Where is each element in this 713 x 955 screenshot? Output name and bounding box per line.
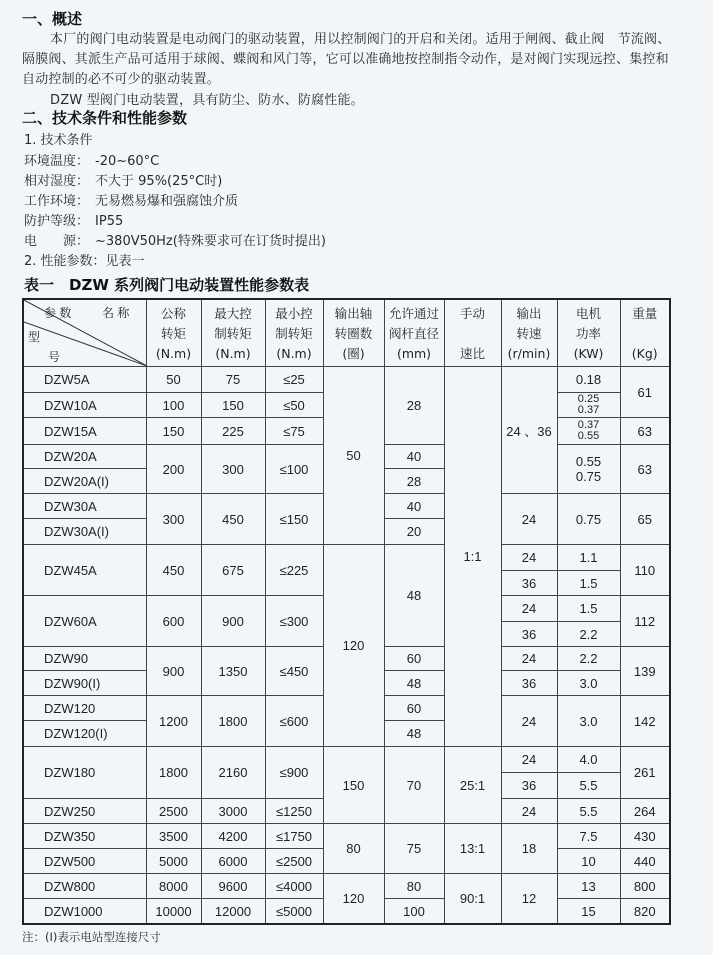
value-cell: ≤1250 (265, 799, 323, 824)
value-cell: 36 (501, 622, 557, 647)
subheading-performance: 2. 性能参数：见表一 (24, 254, 145, 269)
column-header (265, 299, 323, 367)
model-cell: DZW90(I) (23, 671, 146, 696)
value-cell: 24 (501, 799, 557, 824)
column-header (323, 299, 384, 367)
value-cell: 24 (501, 596, 557, 622)
value-cell: ≤450 (265, 647, 323, 696)
model-cell: DZW15A (23, 418, 146, 445)
value-cell: 2.2 (557, 622, 620, 647)
overview-line-2: 隔膜阀、其派生产品可适用于球阀、蝶阀和风门等，它可以准确地按控制指令动作，是对阀门实现远控、集控和 (22, 52, 669, 67)
value-line: 0.37 (577, 404, 600, 416)
value-cell: 80 (384, 874, 444, 899)
table-row (23, 545, 670, 571)
value-cell: 18 (501, 824, 557, 874)
value-cell: 9600 (201, 874, 265, 899)
value-cell: ≤25 (265, 367, 323, 393)
column-header (146, 299, 201, 367)
value-line: 0.55 (575, 454, 602, 469)
column-header-line: (r/min) (507, 346, 551, 361)
value-cell: 112 (620, 596, 670, 647)
value-cell: 1.5 (557, 596, 620, 622)
model-cell: DZW5A (23, 367, 146, 393)
value-cell: 48 (384, 721, 444, 747)
value-cell: ≤100 (265, 445, 323, 494)
value-cell: 450 (146, 545, 201, 596)
value-cell: 48 (384, 671, 444, 696)
value-cell: 2160 (201, 747, 265, 799)
value-line: 0.25 (577, 393, 600, 405)
column-header-line: (圈) (342, 346, 365, 361)
column-header-line: (mm) (396, 346, 432, 361)
model-cell: DZW250 (23, 799, 146, 824)
value-cell: 1200 (146, 696, 201, 747)
model-cell: DZW60A (23, 596, 146, 647)
spec-value: 不大于 95%(25°C时) (95, 174, 223, 189)
value-cell: 12000 (201, 899, 265, 925)
value-cell: 5000 (146, 849, 201, 874)
value-cell: 225 (201, 418, 265, 445)
value-cell: 900 (201, 596, 265, 647)
value-cell: 24 、36 (501, 367, 557, 494)
value-cell: ≤75 (265, 418, 323, 445)
value-cell: 63 (620, 445, 670, 494)
value-cell: 261 (620, 747, 670, 799)
value-cell: 440 (620, 849, 670, 874)
value-cell: 75 (201, 367, 265, 393)
column-header-line: 制转矩 (275, 326, 313, 341)
value-cell: 264 (620, 799, 670, 824)
value-cell: 5.5 (557, 799, 620, 824)
value-cell: 28 (384, 367, 444, 445)
value-cell: 100 (146, 393, 201, 418)
model-cell: DZW20A (23, 445, 146, 469)
overview-line-1: 本厂的阀门电动装置是电动阀门的驱动装置，用以控制阀门的开启和关闭。适用于闸阀、截止阀 节流阀、 (50, 32, 671, 47)
value-cell: ≤2500 (265, 849, 323, 874)
value-cell: 90:1 (444, 874, 501, 925)
value-cell: 120 (323, 545, 384, 747)
value-cell: 800 (620, 874, 670, 899)
value-cell: 150 (323, 747, 384, 824)
table-note: 注：(I)表示电站型连接尺寸 (22, 930, 161, 944)
value-cell (557, 393, 620, 418)
spec-value: 无易燃易爆和强腐蚀介质 (95, 194, 239, 209)
value-cell: 600 (146, 596, 201, 647)
column-header-line: 手动 (459, 306, 485, 321)
column-header-line: 转速 (516, 326, 542, 341)
table-row (23, 824, 670, 849)
model-cell: DZW120(I) (23, 721, 146, 747)
column-header (620, 299, 670, 367)
spec-label: 相对湿度： (24, 174, 90, 189)
value-cell: 150 (201, 393, 265, 418)
value-cell: 70 (384, 747, 444, 824)
value-cell: 300 (146, 494, 201, 545)
column-header-line: 输出轴 (334, 306, 373, 321)
spec-label: 电 源： (24, 234, 90, 249)
corner-label-params: 参 数 (44, 306, 72, 320)
model-cell: DZW800 (23, 874, 146, 899)
value-cell: 1800 (201, 696, 265, 747)
value-cell: 3500 (146, 824, 201, 849)
value-cell: 1.5 (557, 571, 620, 596)
value-cell: 48 (384, 545, 444, 647)
spec-label: 环境温度： (24, 154, 90, 169)
value-cell: 300 (201, 445, 265, 494)
corner-label-type: 型 (28, 330, 41, 344)
value-line: 0.37 (577, 419, 600, 431)
value-cell: ≤4000 (265, 874, 323, 899)
table-row (23, 874, 670, 899)
model-cell: DZW30A (23, 494, 146, 519)
value-cell: 24 (501, 647, 557, 671)
section-heading-overview: 一、概述 (22, 10, 83, 28)
column-header-line: 转圈数 (334, 326, 373, 341)
overview-line-4: DZW 型阀门电动装置，具有防尘、防水、防腐性能。 (50, 93, 364, 108)
column-header-line (445, 324, 501, 344)
table-header-row (23, 299, 670, 367)
value-cell: 139 (620, 647, 670, 696)
value-cell: 80 (323, 824, 384, 874)
column-header-line: 转矩 (160, 326, 186, 341)
value-cell: 12 (501, 874, 557, 925)
spec-label: 防护等级： (24, 214, 90, 229)
column-header-line: 电机 (575, 306, 601, 321)
value-cell: 24 (501, 545, 557, 571)
table-row (23, 367, 670, 393)
column-header-line: (N.m) (215, 346, 251, 361)
value-cell: 65 (620, 494, 670, 545)
table-title: 表一 DZW 系列阀门电动装置性能参数表 (24, 276, 310, 294)
column-header-line: 公称 (160, 306, 186, 321)
value-cell: 50 (146, 367, 201, 393)
value-cell: 40 (384, 494, 444, 519)
model-cell: DZW180 (23, 747, 146, 799)
value-cell: 13 (557, 874, 620, 899)
value-cell (557, 445, 620, 494)
column-header (201, 299, 265, 367)
value-cell: 24 (501, 747, 557, 773)
value-cell: 40 (384, 445, 444, 469)
column-header-line: (Kg) (631, 346, 658, 361)
value-cell: 28 (384, 469, 444, 494)
column-header-line: 功率 (575, 326, 601, 341)
value-cell: ≤5000 (265, 899, 323, 925)
spec-label: 工作环境： (24, 194, 90, 209)
spec-value: IP55 (95, 214, 124, 229)
column-header-line: 速比 (459, 346, 485, 361)
value-cell: 75 (384, 824, 444, 874)
value-cell: 13:1 (444, 824, 501, 874)
corner-header-cell (23, 299, 146, 367)
column-header-line: 制转矩 (214, 326, 252, 341)
column-header-line: 最小控 (275, 306, 313, 321)
model-cell: DZW45A (23, 545, 146, 596)
value-cell: 10 (557, 849, 620, 874)
value-cell: 120 (323, 874, 384, 925)
column-header (444, 299, 501, 367)
value-cell: 2.2 (557, 647, 620, 671)
spec-row (24, 230, 326, 249)
value-cell: 1:1 (444, 367, 501, 747)
spec-row (24, 190, 238, 209)
value-line: 0.55 (577, 430, 600, 442)
subheading-tech-conditions: 1. 技术条件 (24, 133, 93, 148)
value-line: 0.75 (575, 469, 602, 484)
column-header-line: (KW) (573, 346, 604, 361)
value-cell: 15 (557, 899, 620, 925)
spec-row (24, 170, 222, 189)
column-header-line: 最大控 (214, 306, 252, 321)
value-cell (557, 418, 620, 445)
value-cell: 820 (620, 899, 670, 925)
corner-label-model: 号 (48, 350, 61, 364)
value-cell: ≤150 (265, 494, 323, 545)
column-header-line: 重量 (632, 306, 658, 321)
value-cell: 1800 (146, 747, 201, 799)
value-cell: 7.5 (557, 824, 620, 849)
value-cell: 0.75 (557, 494, 620, 545)
model-cell: DZW20A(I) (23, 469, 146, 494)
parameter-table (22, 298, 671, 925)
corner-label-name: 名 称 (102, 306, 130, 320)
value-cell: 20 (384, 519, 444, 545)
column-header-line: 输出 (516, 306, 542, 321)
value-cell: 6000 (201, 849, 265, 874)
value-cell: 675 (201, 545, 265, 596)
value-cell: 900 (146, 647, 201, 696)
value-cell: 4.0 (557, 747, 620, 773)
column-header-line: (N.m) (155, 346, 192, 361)
value-cell: 200 (146, 445, 201, 494)
value-cell: 450 (201, 494, 265, 545)
spec-value: -20~60°C (95, 154, 160, 169)
model-cell: DZW10A (23, 393, 146, 418)
table-row (23, 747, 670, 773)
value-cell: ≤225 (265, 545, 323, 596)
section-heading-specs: 二、技术条件和性能参数 (22, 109, 188, 127)
value-cell: 3.0 (557, 671, 620, 696)
value-cell: 2500 (146, 799, 201, 824)
value-cell: 10000 (146, 899, 201, 925)
value-cell: ≤1750 (265, 824, 323, 849)
spec-value: ~380V50Hz(特殊要求可在订货时提出) (95, 234, 326, 249)
value-cell: 63 (620, 418, 670, 445)
model-cell: DZW1000 (23, 899, 146, 925)
value-cell: 24 (501, 494, 557, 545)
value-cell: 60 (384, 647, 444, 671)
model-cell: DZW30A(I) (23, 519, 146, 545)
column-header-line: 允许通过 (388, 306, 439, 321)
value-cell: 0.18 (557, 367, 620, 393)
value-cell: 100 (384, 899, 444, 925)
value-cell: 430 (620, 824, 670, 849)
value-cell: 24 (501, 696, 557, 747)
value-cell: 50 (323, 367, 384, 545)
column-header (501, 299, 557, 367)
value-cell: 1.1 (557, 545, 620, 571)
value-cell: ≤600 (265, 696, 323, 747)
value-cell: 36 (501, 773, 557, 799)
column-header-line (621, 324, 670, 344)
value-cell: 25:1 (444, 747, 501, 824)
value-cell: 60 (384, 696, 444, 721)
model-cell: DZW350 (23, 824, 146, 849)
value-cell: 3000 (201, 799, 265, 824)
column-header-line: 阀杆直径 (388, 326, 439, 341)
value-cell: 3.0 (557, 696, 620, 747)
model-cell: DZW120 (23, 696, 146, 721)
value-cell: 150 (146, 418, 201, 445)
column-header (557, 299, 620, 367)
value-cell: 8000 (146, 874, 201, 899)
value-cell: 61 (620, 367, 670, 418)
value-cell: 36 (501, 671, 557, 696)
column-header (384, 299, 444, 367)
value-cell: 1350 (201, 647, 265, 696)
model-cell: DZW90 (23, 647, 146, 671)
value-cell: ≤900 (265, 747, 323, 799)
value-cell: 36 (501, 571, 557, 596)
value-cell: ≤50 (265, 393, 323, 418)
value-cell: 4200 (201, 824, 265, 849)
spec-row (24, 150, 159, 169)
model-cell: DZW500 (23, 849, 146, 874)
spec-row (24, 210, 123, 229)
column-header-line: (N.m) (276, 346, 312, 361)
value-cell: ≤300 (265, 596, 323, 647)
value-cell: 142 (620, 696, 670, 747)
value-cell: 110 (620, 545, 670, 596)
overview-line-3: 自动控制的必不可少的驱动装置。 (22, 72, 221, 87)
value-cell: 5.5 (557, 773, 620, 799)
